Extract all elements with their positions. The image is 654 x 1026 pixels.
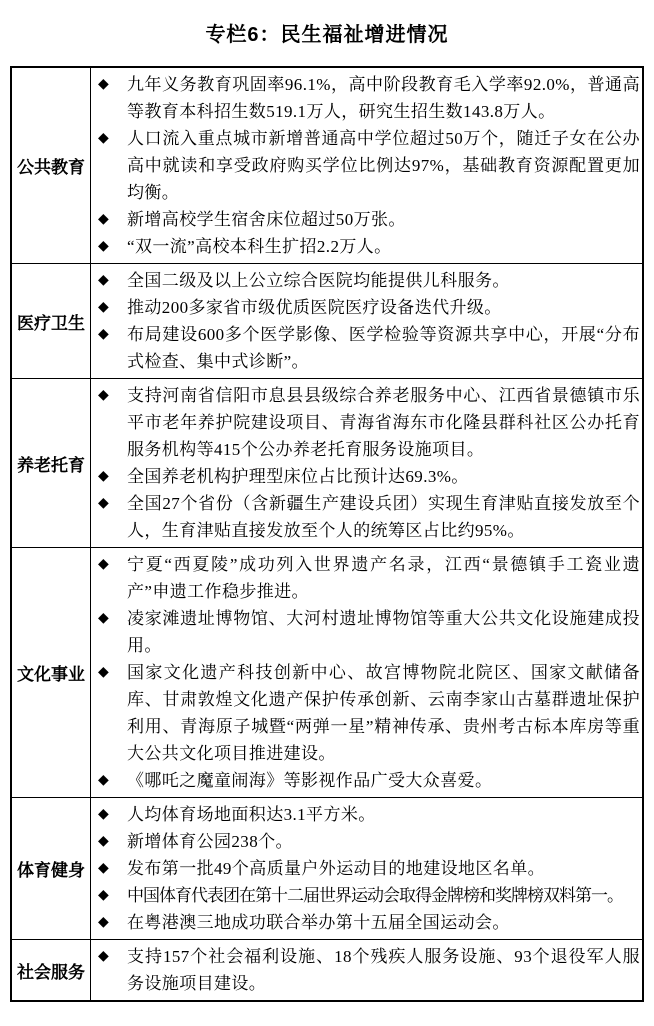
diamond-bullet-icon: ◆: [98, 556, 109, 572]
list-item: [91, 490, 640, 544]
list-item: [91, 71, 640, 125]
bullet-list: [91, 801, 640, 936]
welfare-table: [10, 66, 644, 1002]
list-item: [91, 463, 640, 490]
bullet-text: 人口流入重点城市新增普通高中学位超过50万个，随迁子女在公办高中就读和享受政府购买学位比例达97%，基础教育资源配置更加均衡。: [127, 129, 640, 202]
row-content: [91, 798, 644, 940]
list-item: [91, 909, 640, 936]
table-row: [11, 67, 643, 264]
bullet-list: [91, 943, 640, 997]
row-content: [91, 264, 644, 379]
bullet-text: 布局建设600多个医学影像、医学检验等资源共享中心，开展“分布式检查、集中式诊断”。: [127, 325, 640, 371]
bullet-text: 全国二级及以上公立综合医院均能提供儿科服务。: [127, 271, 510, 290]
row-header: 公共教育: [11, 67, 91, 264]
diamond-bullet-icon: ◆: [98, 948, 109, 964]
list-item: [91, 828, 640, 855]
list-item: [91, 233, 640, 260]
table-row: [11, 940, 643, 1002]
diamond-bullet-icon: ◆: [98, 806, 109, 822]
welfare-table-body: [11, 67, 643, 1001]
bullet-text: 新增高校学生宿舍床位超过50万张。: [127, 210, 406, 229]
list-item: [91, 767, 640, 794]
bullet-text: 宁夏“西夏陵”成功列入世界遗产名录，江西“景德镇手工瓷业遗产”申遗工作稳步推进。: [127, 555, 640, 601]
diamond-bullet-icon: ◆: [98, 238, 109, 254]
bullet-text: “双一流”高校本科生扩招2.2万人。: [127, 237, 392, 256]
bullet-text: 发布第一批49个高质量户外运动目的地建设地区名单。: [127, 859, 545, 878]
row-header: 体育健身: [11, 798, 91, 940]
diamond-bullet-icon: ◆: [98, 833, 109, 849]
bullet-text: 全国养老机构护理型床位占比预计达69.3%。: [127, 467, 469, 486]
bullet-text: 九年义务教育巩固率96.1%，高中阶段教育毛入学率92.0%，普通高等教育本科招生数519.1万人，研究生招生数143.8万人。: [127, 75, 640, 121]
list-item: [91, 855, 640, 882]
list-item: [91, 551, 640, 605]
table-row: [11, 798, 643, 940]
bullet-list: [91, 382, 640, 544]
diamond-bullet-icon: ◆: [98, 211, 109, 227]
diamond-bullet-icon: ◆: [98, 468, 109, 484]
row-content: [91, 67, 644, 264]
bullet-text: 支持157个社会福利设施、18个残疾人服务设施、93个退役军人服务设施项目建设。: [127, 947, 640, 993]
list-item: [91, 267, 640, 294]
bullet-text: 中国体育代表团在第十二届世界运动会取得金牌榜和奖牌榜双料第一。: [127, 886, 623, 905]
list-item: [91, 125, 640, 206]
diamond-bullet-icon: ◆: [98, 664, 109, 680]
table-row: [11, 548, 643, 798]
table-row: [11, 264, 643, 379]
bullet-text: 推动200多家省市级优质医院医疗设备迭代升级。: [127, 298, 502, 317]
diamond-bullet-icon: ◆: [98, 272, 109, 288]
bullet-text: 全国27个省份（含新疆生产建设兵团）实现生育津贴直接发放至个人，生育津贴直接发放至个人的统筹区占比约95%。: [127, 494, 640, 540]
row-content: [91, 379, 644, 548]
bullet-list: [91, 267, 640, 375]
row-header: 社会服务: [11, 940, 91, 1002]
bullet-list: [91, 71, 640, 260]
list-item: [91, 206, 640, 233]
list-item: [91, 605, 640, 659]
bullet-text: 在粤港澳三地成功联合举办第十五届全国运动会。: [127, 913, 510, 932]
diamond-bullet-icon: ◆: [98, 495, 109, 511]
diamond-bullet-icon: ◆: [98, 887, 109, 903]
list-item: [91, 882, 640, 909]
row-header: 文化事业: [11, 548, 91, 798]
bullet-text: 支持河南省信阳市息县县级综合养老服务中心、江西省景德镇市乐平市老年养护院建设项目、青海省海东市化隆县群科社区公办托育服务机构等415个公办养老托育服务设施项目。: [127, 386, 640, 459]
bullet-text: 凌家滩遗址博物馆、大河村遗址博物馆等重大公共文化设施建成投用。: [127, 609, 640, 655]
row-content: [91, 548, 644, 798]
list-item: [91, 801, 640, 828]
list-item: [91, 321, 640, 375]
list-item: [91, 659, 640, 767]
diamond-bullet-icon: ◆: [98, 610, 109, 626]
row-header: 医疗卫生: [11, 264, 91, 379]
bullet-text: 国家文化遗产科技创新中心、故宫博物院北院区、国家文献储备库、甘肃敦煌文化遗产保护传承创新、云南李家山古墓群遗址保护利用、青海原子城暨“两弹一星”精神传承、贵州考古标本库房等重大公共文化项目推进建设。: [127, 663, 640, 763]
diamond-bullet-icon: ◆: [98, 76, 109, 92]
page-title: 专栏6：民生福祉增进情况: [205, 24, 449, 46]
list-item: [91, 382, 640, 463]
diamond-bullet-icon: ◆: [98, 326, 109, 342]
list-item: [91, 943, 640, 997]
diamond-bullet-icon: ◆: [98, 299, 109, 315]
diamond-bullet-icon: ◆: [98, 860, 109, 876]
diamond-bullet-icon: ◆: [98, 772, 109, 788]
row-header: 养老托育: [11, 379, 91, 548]
diamond-bullet-icon: ◆: [98, 914, 109, 930]
bullet-text: 人均体育场地面积达3.1平方米。: [127, 805, 376, 824]
table-row: [11, 379, 643, 548]
bullet-text: 新增体育公园238个。: [127, 832, 293, 851]
row-content: [91, 940, 644, 1002]
list-item: [91, 294, 640, 321]
bullet-text: 《哪吒之魔童闹海》等影视作品广受大众喜爱。: [127, 771, 493, 790]
diamond-bullet-icon: ◆: [98, 130, 109, 146]
bullet-list: [91, 551, 640, 794]
diamond-bullet-icon: ◆: [98, 387, 109, 403]
